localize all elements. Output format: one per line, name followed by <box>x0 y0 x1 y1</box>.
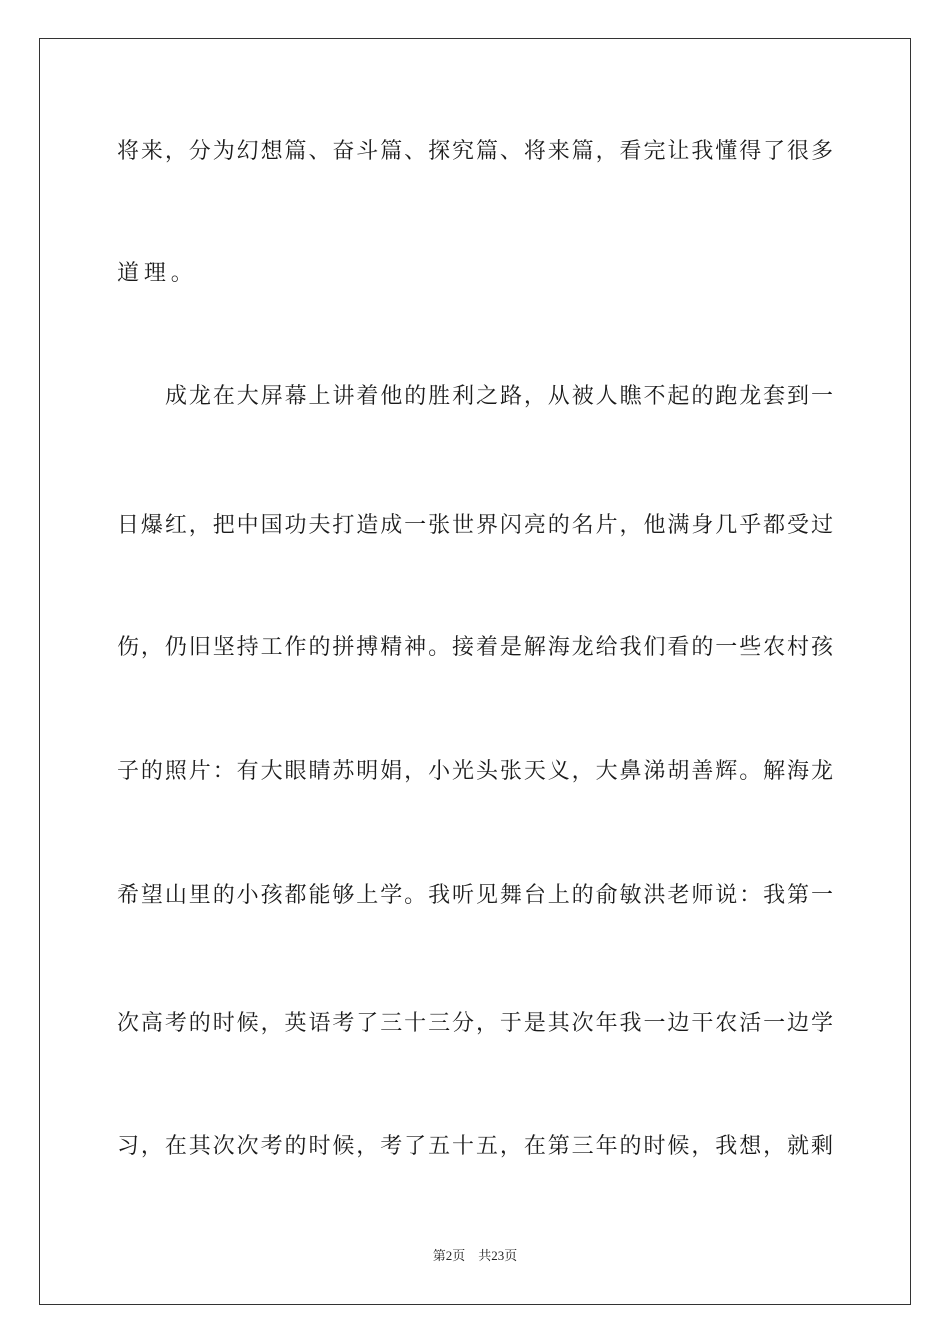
body-line: 伤，仍旧坚持工作的拼搏精神。接着是解海龙给我们看的一些农村孩 <box>117 635 833 660</box>
body-line: 次高考的时候，英语考了三十三分，于是其次年我一边干农活一边学 <box>117 1011 833 1036</box>
body-line: 习，在其次次考的时候，考了五十五，在第三年的时候，我想，就剩 <box>117 1134 833 1159</box>
page-footer <box>0 1247 950 1265</box>
page-number: 第2页 <box>432 1248 466 1263</box>
body-line: 希望山里的小孩都能够上学。我听见舞台上的俞敏洪老师说：我第一 <box>117 883 833 908</box>
body-line: 将来，分为幻想篇、奋斗篇、探究篇、将来篇，看完让我懂得了很多 <box>117 139 833 164</box>
body-line: 道理。 <box>117 261 198 286</box>
page-frame <box>39 38 911 1305</box>
body-line: 子的照片：有大眼睛苏明娟，小光头张天义，大鼻涕胡善辉。解海龙 <box>117 759 833 784</box>
page-total: 共23页 <box>478 1248 518 1263</box>
body-line: 日爆红，把中国功夫打造成一张世界闪亮的名片，他满身几乎都受过 <box>117 513 833 538</box>
body-line: 成龙在大屏幕上讲着他的胜利之路，从被人瞧不起的跑龙套到一 <box>165 384 833 409</box>
